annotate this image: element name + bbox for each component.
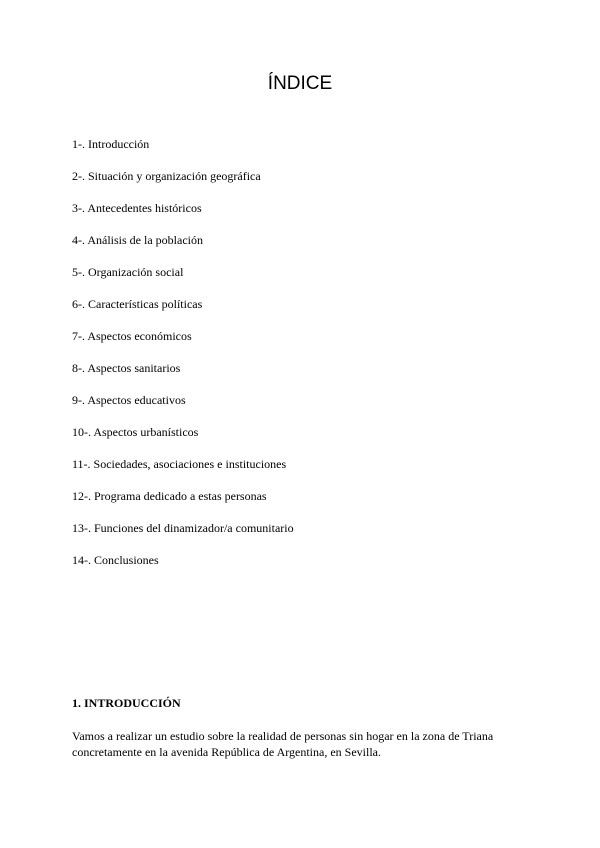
toc-item-3: 3-. Antecedentes históricos bbox=[72, 201, 202, 215]
toc-item-7: 7-. Aspectos económicos bbox=[72, 329, 192, 343]
table-of-contents bbox=[72, 136, 294, 584]
toc-item-5: 5-. Organización social bbox=[72, 265, 184, 279]
toc-item-12: 12-. Programa dedicado a estas personas bbox=[72, 489, 267, 503]
toc-item-9: 9-. Aspectos educativos bbox=[72, 393, 186, 407]
intro-line-2: concretamente en la avenida República de Argentina, en Sevilla. bbox=[72, 745, 381, 759]
toc-item-1: 1-. Introducción bbox=[72, 137, 150, 151]
toc-item-6: 6-. Características políticas bbox=[72, 297, 203, 311]
toc-item-4: 4-. Análisis de la población bbox=[72, 233, 203, 247]
page-title: ÍNDICE bbox=[267, 73, 333, 94]
intro-line-1: Vamos a realizar un estudio sobre la realidad de personas sin hogar en la zona de Triana bbox=[72, 729, 494, 743]
toc-item-8: 8-. Aspectos sanitarios bbox=[72, 361, 181, 375]
toc-item-10: 10-. Aspectos urbanísticos bbox=[72, 425, 199, 439]
toc-item-14: 14-. Conclusiones bbox=[72, 553, 159, 567]
toc-item-11: 11-. Sociedades, asociaciones e instituciones bbox=[72, 457, 287, 471]
toc-item-2: 2-. Situación y organización geográfica bbox=[72, 169, 261, 183]
section-heading: 1. INTRODUCCIÓN bbox=[72, 696, 181, 710]
toc-item-13: 13-. Funciones del dinamizador/a comunitario bbox=[72, 521, 294, 535]
intro-paragraph bbox=[72, 728, 532, 760]
